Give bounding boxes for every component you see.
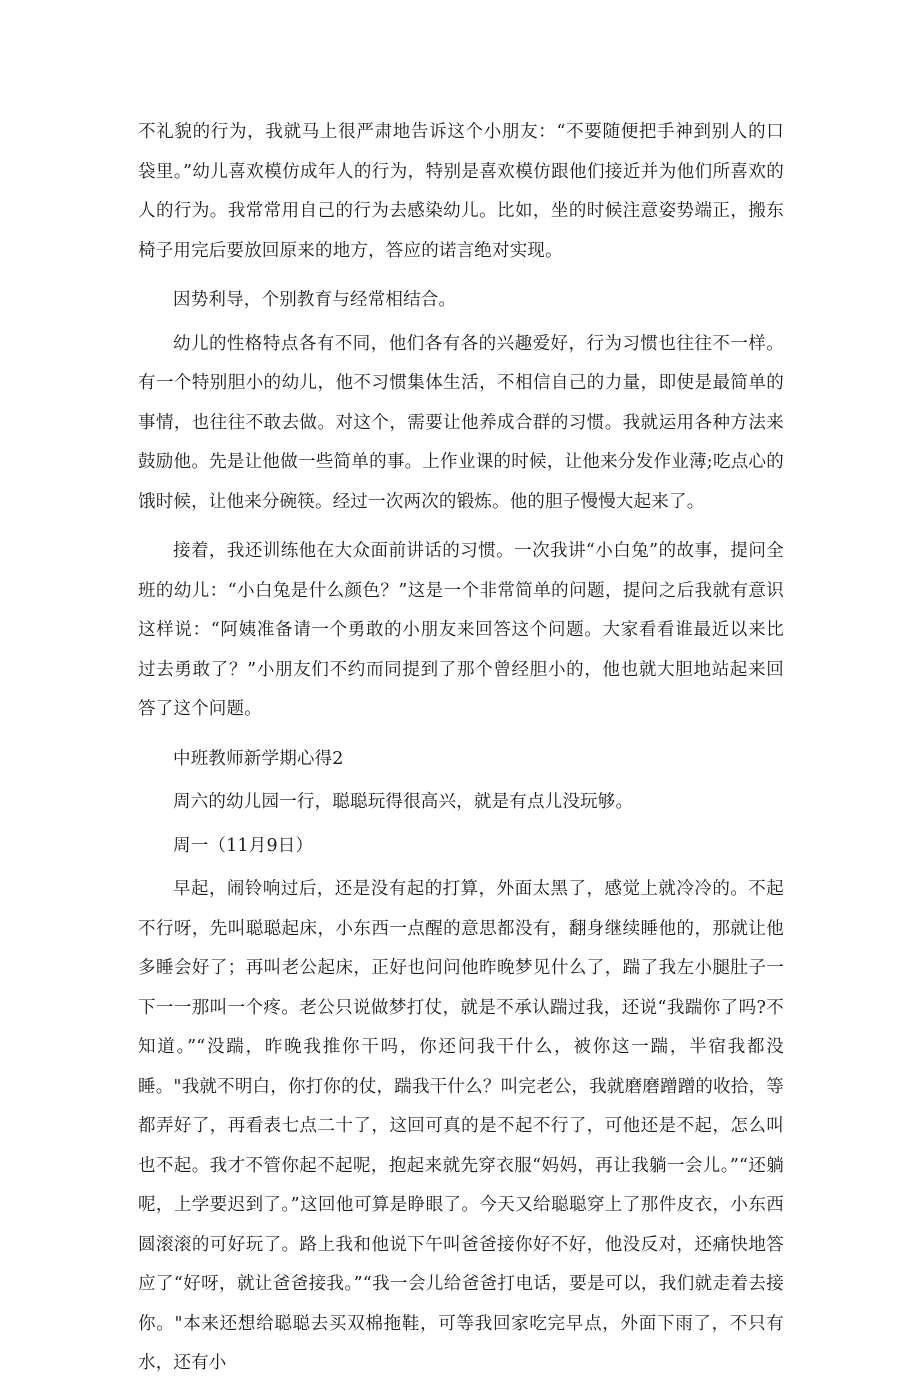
section-title: 中班教师新学期心得2 — [173, 748, 344, 769]
date-heading: 周一（11月9日） — [173, 835, 314, 856]
paragraph-heading-guidance: 因势利导，个别教育与经常相结合。 — [173, 290, 457, 310]
document-body — [138, 113, 784, 1394]
paragraph-continued-text: 不礼貌的行为，我就马上很严肃地告诉这个小朋友：“不要随便把手神到别人的口袋里。”幼儿喜欢模仿成年人的行为，特别是喜欢模仿跟他们接近并为他们所喜欢的人的行为。我常常用自己的行为去感染幼儿。比如，坐的时候注意姿势端正，搬东椅子用完后要放回原来的地方，答应的诺言绝对实现。 — [138, 122, 784, 261]
paragraph-public-speaking: 接着，我还训练他在大众面前讲话的习惯。一次我讲“小白兔”的故事，提问全班的幼儿：“小白兔是什么颜色？”这是一个非常简单的问题，提问之后我就有意识这样说：“阿姨准备请一个勇敢的小朋友来回答这个问题。大家看看谁最近以来比过去勇敢了？”小朋友们不约而同提到了那个曾经胆小的，他也就大胆地站起来回答了这个问题。 — [138, 541, 784, 719]
paragraph-monday-morning: 早起，闹铃响过后，还是没有起的打算，外面太黑了，感觉上就冷冷的。不起不行呀，先叫聪聪起床，小东西一点醒的意思都没有，翻身继续睡他的，那就让他多睡会好了；再叫老公起床，正好也问问他昨晚梦见什么了，踹了我左小腿肚子一下一一那叫一个疼。老公只说做梦打仗，就是不承认踹过我，还说“我踹你了吗?不知道。”“没踹，昨晚我推你干吗，你还问我干什么，被你这一踹，半宿我都没睡。"我就不明白，你打你的仗，踹我干什么？叫完老公，我就磨磨蹭蹭的收拾，等都弄好了，再看表七点二十了，这回可真的是不起不行了，可他还是不起，怎么叫也不起。我才不管你起不起呢，抱起来就先穿衣服“妈妈，再让我躺一会儿。”“还躺呢，上学要迟到了。”这回他可算是睁眼了。今天又给聪聪穿上了那件皮衣，小东西圆滚滚的可好玩了。路上我和他说下午叫爸爸接你好不好，他没反对，还痛快地答应了“好呀，就让爸爸接我。”“我一会儿给爸爸打电话，要是可以，我们就走着去接你。"本来还想给聪聪去买双棉拖鞋，可等我回家吃完早点，外面下雨了，不只有水，还有小 — [138, 879, 784, 1373]
paragraph-saturday-visit: 周六的幼儿园一行，聪聪玩得很高兴，就是有点儿没玩够。 — [173, 792, 634, 812]
paragraph-personality: 幼儿的性格特点各有不同，他们各有各的兴趣爱好，行为习惯也往往不一样。有一个特别胆小的幼儿，他不习惯集体生活，不相信自己的力量，即使是最简单的事情，也往往不敢去做。对这个，需要让他养成合群的习惯。我就运用各种方法来鼓励他。先是让他做一些简单的事。上作业课的时候，让他来分发作业薄;吃点心的饿时候，让他来分碗筷。经过一次两次的锻炼。他的胆子慢慢大起来了。 — [138, 333, 784, 512]
